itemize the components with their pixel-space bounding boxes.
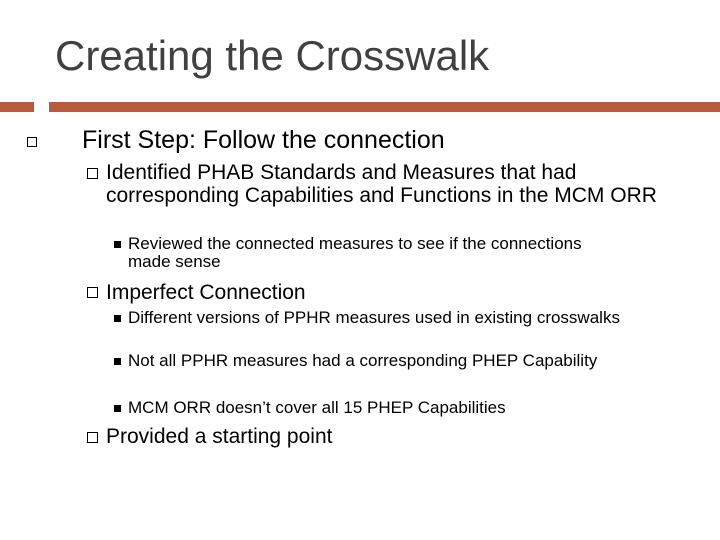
title-divider-right <box>49 102 720 112</box>
filled-square-bullet-icon <box>114 405 121 412</box>
slide-title: Creating the Crosswalk <box>55 32 490 79</box>
square-bullet-icon <box>87 287 98 298</box>
bullet-level3: MCM ORR doesn’t cover all 15 PHEP Capabilities <box>128 398 506 417</box>
filled-square-bullet-icon <box>114 315 121 322</box>
square-bullet-icon <box>27 137 37 147</box>
bullet-level3: Reviewed the connected measures to see if the connections made sense <box>128 234 582 271</box>
bullet-level2: Provided a starting point <box>106 425 333 448</box>
bullet-level1: First Step: Follow the connection <box>82 126 445 154</box>
bullet-level3: Different versions of PPHR measures used in existing crosswalks <box>128 308 620 327</box>
bullet-level2: Imperfect Connection <box>106 281 306 304</box>
square-bullet-icon <box>87 168 98 179</box>
filled-square-bullet-icon <box>114 241 121 248</box>
title-divider-left <box>0 102 34 112</box>
square-bullet-icon <box>87 432 98 443</box>
bullet-level3: Not all PPHR measures had a corresponding PHEP Capability <box>128 351 598 370</box>
bullet-level2: Identified PHAB Standards and Measures that had corresponding Capabilities and Functions in the MCM ORR <box>106 161 657 207</box>
filled-square-bullet-icon <box>114 358 121 365</box>
